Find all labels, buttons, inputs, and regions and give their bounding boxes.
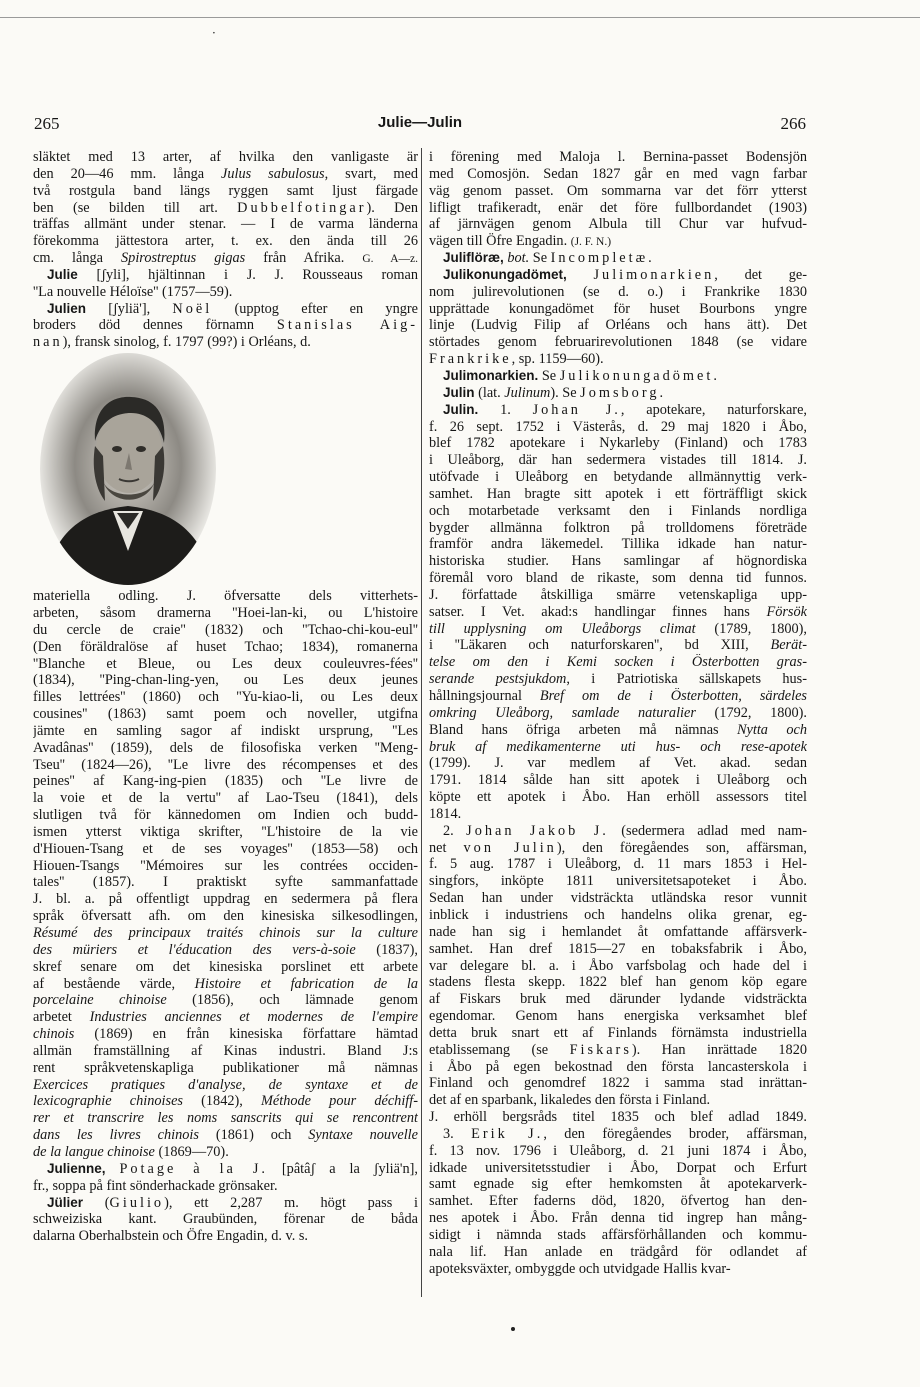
text-line: det af en sparbank, likaledes den första i Finland. [429, 1092, 711, 1109]
text-line: samhet. Efter faderns död, 1820, öfvertog han den- [429, 1193, 807, 1210]
text-line: d'Hiouen-Tsang et de ses voyages'' (1853—58) och [33, 840, 418, 857]
text-line: (Den föräldralöse af huset Tchao; 1834), romanerna [33, 638, 418, 655]
text-line: af Fiskars bruk med därunder lydande vidsträckta [429, 991, 807, 1008]
text-line: rer et transcrire les noms sanscrits qui se rencontrent [33, 1110, 418, 1127]
text-line: vägen till Öfre Engadin. (J. F. N.) [429, 233, 612, 250]
text-line: 1791. 1814 sålde han sitt apotek i Uleåborg och [429, 772, 807, 789]
text-line: Julie [ʃyli], hjältinnan i J. J. Rousseaus roman [47, 266, 418, 283]
text-line: detta bruk snart ett af Finlands förnämsta industriella [429, 1024, 807, 1041]
page-top-rule [0, 17, 920, 18]
text-line: ben (se bilden till art. Dubbelfotingar). Den [33, 199, 418, 216]
text-line: Frankrike, sp. 1159—60). [429, 351, 604, 368]
text-line: rent språkvetenskapliga publikationer må nämnas [33, 1059, 418, 1076]
text-line: jämte en samling sagor af indiskt ursprung, ''Les [33, 722, 418, 739]
text-line: singfors, inköpte 1811 universitetsapoteket i Åbo. [429, 873, 807, 890]
text-line: och motarbetade verksamt den i Finlands nordliga [429, 502, 807, 519]
left-column-rest-text [33, 588, 418, 1245]
page-title: Julie—Julin [377, 114, 463, 131]
page-number-right: 266 [780, 114, 806, 133]
portrait-image [33, 351, 223, 588]
text-line: Exercices pratiques d'analyse, de syntaxe et de [33, 1076, 418, 1093]
page-number-left: 265 [34, 114, 60, 133]
text-line: satser. I Vet. akad:s handlingar finnes hans Försök [429, 603, 807, 620]
text-line: historiska studier. Hans samlingar af högnordiska [429, 553, 807, 570]
text-line: utöfvade i Uleåborg en betydande allmännyttig verk- [429, 469, 807, 486]
text-line: omkring Uleåborg, samlade naturalier (1792, 1800). [429, 704, 807, 721]
text-line: tales'' (1857). I praktiskt syfte sammanfattade [33, 874, 418, 891]
text-line: du cercle de craie'' (1832) och ''Tchao-chi-kou-eul'' [33, 621, 418, 638]
text-line: väg genom passet. Om sommarna var det förr ytterst [429, 182, 807, 199]
text-line: ''La nouvelle Héloïse'' (1757—59). [33, 283, 233, 300]
text-line: arbeten, såsom dramerna ''Hoei-lan-ki, ou L'histoire [33, 604, 418, 621]
text-line: samt egnade sig efter hemkomsten åt apotekarverk- [429, 1176, 807, 1193]
text-line: språk öfversatt afh. om den kinesiska silkesodlingen, [33, 908, 418, 925]
text-line: blef 1782 apotekare i Nykarleby (Finland) och 1783 [429, 435, 807, 452]
text-line: stadens flesta skepp. 1822 blef han genom köp egare [429, 974, 807, 991]
text-line: med Comosjön. Sedan 1827 går en med vagn farbar [429, 165, 807, 182]
text-line: två rostgula band längs ryggen samt ljust färgade [33, 182, 418, 199]
text-line: des müriers et l'éducation des vers-à-soie (1837), [33, 941, 418, 958]
text-line: till upplysning om Uleåborgs climat (1789, 1800), [429, 620, 807, 637]
text-line: 2. Johan Jakob J. (sedermera adlad med nam- [443, 822, 807, 839]
text-line: var delegare bl. a. i Åbo varfsbolag och hade del i [429, 957, 807, 974]
text-line: broders död dennes förnamn Stanislas Aig- [33, 317, 418, 334]
text-line: föremål voro bland de rikaste, som denna tid funnos. [429, 570, 807, 587]
text-line: f. 13 nov. 1796 i Uleåborg, d. 21 juni 1874 i Åbo, [429, 1142, 807, 1159]
text-line: släktet med 13 arter, af hvilka den vanligaste är [33, 149, 418, 165]
text-line: Sedan han under vidsträckta utländska resor vunnit [429, 890, 807, 907]
text-line: framför andra läkemedel. Tillika idkade han natur- [429, 536, 807, 553]
text-line: linje (Ludvig Filip af Orléans och hans ätt). Det [429, 317, 807, 334]
text-line: hållningsjournal Bref om de i Österbotten, särdeles [429, 688, 807, 704]
text-line: allmän framställning af Kinas industri. Bland J:s [33, 1042, 418, 1059]
right-column [429, 149, 807, 1278]
text-line: den 20—46 mm. långa Julus sabulosus, svart, med [33, 165, 418, 182]
text-line: köpte ett apotek i Åbo. Han erhöll assessors titel [429, 789, 807, 806]
text-line: lifligt trafikeradt, enär det före fullbordandet (1903) [429, 199, 807, 216]
text-line: nes apotek i Åbo. Från denna tid ingrep han mång- [429, 1210, 807, 1227]
text-line: i Åbo på egen bekostnad den första lancasterskola i [429, 1058, 807, 1075]
text-line: fr., soppa på fint sönderhackade grönsaker. [33, 1177, 278, 1194]
text-line: Juliflöræ, bot. Se Incompletæ. [443, 250, 652, 267]
text-line: J. erhöll bergsråds titel 1835 och blef adlad 1849. [429, 1109, 807, 1126]
text-line: inblick i industriens och handelns olika grenar, eg- [429, 906, 807, 923]
left-column [33, 149, 418, 1245]
text-line: chinois (1869) en från kinesiska författare hämtad [33, 1026, 418, 1043]
text-line: Julin. 1. Johan J., apotekare, naturforskare, [443, 401, 807, 418]
text-line: nan), fransk sinolog, f. 1797 (99?) i Orléans, d. [33, 334, 311, 351]
text-line: lexicographie chinoises (1842), Méthode pour déchiff- [33, 1093, 418, 1110]
text-line: cousines'' (1863) samt poem och noveller, utgifna [33, 706, 418, 723]
text-line: telse om den i Kemi socken i Österbotten gras- [429, 654, 807, 671]
column-divider [421, 148, 422, 1297]
text-line: J. författade åtskilliga smärre vetenskapliga upp- [429, 586, 807, 603]
text-line: samhet. Han bragte sitt apotek i ett förträffligt skick [429, 485, 807, 502]
text-line: etablissemang (se Fiskars). Han inrättade 1820 [429, 1041, 807, 1058]
text-line: nade han sig i hemlandet åt omfattande affärsverk- [429, 923, 807, 940]
text-line: i Uleåborg, där han sedermera vistades till 1814. J. [429, 452, 807, 469]
text-line: Avadânas'' (1859), dels de filosofiska verken ''Meng- [33, 739, 418, 756]
text-line: ''Blanche et Bleue, ou Les deux couleuvres-fées'' [33, 655, 418, 672]
text-line: i ''Läkaren och naturforskaren'', bd XIII, Berät- [429, 637, 807, 654]
text-line: serande pestsjukdom, i Patriotiska sällskapets hus- [429, 671, 807, 688]
text-line: bruk af medikamenterne uti hus- och rese-apotek [429, 738, 807, 755]
portrait-of-julien [33, 351, 223, 588]
right-column-text [429, 149, 807, 1278]
text-line: arbetet Industries anciennes et modernes de l'empire [33, 1009, 418, 1026]
text-line: Julin (lat. Julinum). Se Jomsborg. [443, 384, 664, 401]
text-line: Tseu'' (1824—26), ''Le livre des récompenses et des [33, 756, 418, 773]
text-line: af järnvägen genom Albula till Chur var hufvud- [429, 216, 807, 233]
text-line: J. bl. a. på offentligt uppdrag en sedermera på flera [33, 891, 418, 908]
text-line: Jülier (Giulio), ett 2,287 m. högt pass i [47, 1194, 418, 1211]
text-line: dans les livres chinois (1861) och Syntaxe nouvelle [33, 1127, 418, 1144]
left-column-top-text [33, 149, 418, 351]
text-line: apoteksväxter, ombyggde och utvidgade Hallis kvar- [429, 1260, 731, 1277]
text-line: idkade universitetsstudier i Åbo, Dorpat och Erfurt [429, 1159, 807, 1176]
text-line: dalarna Oberhalbstein och Öfre Engadin, d. v. s. [33, 1228, 308, 1245]
text-line: bygder allmänna folktron på trolldomens företräde [429, 519, 807, 536]
text-line: Bland hans öfriga arbeten må nämnas Nytta och [429, 721, 807, 738]
portrait-block [33, 351, 418, 588]
text-line: störtades genom februarirevolutionen 1848 (se vidare [429, 334, 807, 351]
text-line: egendomar. Genom hans energiska verksamhet blef [429, 1008, 807, 1025]
text-line: Julikonungadömet, Julimonarkien, det ge- [443, 266, 807, 283]
text-line: 1814. [429, 805, 462, 822]
text-line: ismen ytterst viktiga skrifter, ''L'histoire de la vie [33, 823, 418, 840]
text-line: 3. Erik J., den föregåendes broder, affärsman, [443, 1125, 807, 1142]
scan-speck: · [212, 26, 216, 40]
text-line: slutligen två för kännedomen om Indien och budd- [33, 807, 418, 824]
text-line: (1799). J. var medlem af Vet. akad. sedan [429, 755, 807, 772]
text-line: schweiziska kant. Graubünden, förenar de båda [33, 1211, 418, 1228]
text-line: f. 5 aug. 1787 i Uleåborg, d. 11 mars 1853 i Hel- [429, 856, 807, 873]
text-line: Hiouen-Tsangs ''Mémoires sur les contrées occiden- [33, 857, 418, 874]
text-line: materiella odling. J. öfversatte dels vitterhets- [33, 588, 418, 605]
text-line: Julien [ʃyliä'], Noël (upptog efter en yngre [47, 300, 418, 317]
text-line: nala lif. Han anlade en trädgård för odlandet af [429, 1243, 807, 1260]
text-line: nom julirevolutionen (se d. o.) i Frankrike 1830 [429, 283, 807, 300]
text-line: Finland och genomdref 1822 i samma stad inrättan- [429, 1075, 807, 1092]
text-line: skref senare om det kinesiska porslinet ett arbete [33, 958, 418, 975]
running-head [34, 114, 806, 136]
text-line: net von Julin), den föregåendes son, affärsman, [429, 839, 807, 856]
scan-dot [511, 1327, 515, 1331]
text-line: Julienne, Potage à la J. [pâtâʃ a la ʃyliä'n], [47, 1160, 418, 1177]
text-line: af bestående värde, Histoire et fabrication de la [33, 975, 418, 992]
text-line: porcelaine chinoise (1856), och lämnade genom [33, 992, 418, 1009]
text-line: Julimonarkien. Se Julikonungadömet. [443, 367, 717, 384]
text-line: träffas allmänt under stenar. — I de varma länderna [33, 216, 418, 233]
text-line: upprättade konungadömet för huset Bourbons yngre [429, 300, 807, 317]
text-line: samhet. Han dref 1815—27 en tobaksfabrik i Åbo, [429, 940, 807, 957]
text-line: Résumé des principaux traités chinois sur la culture [33, 925, 418, 941]
text-line: cm. långa Spirostreptus gigas från Afrika. G. A—z. [33, 250, 418, 267]
text-line: peines'' af Kang-ing-pien (1835) och ''Le livre de [33, 773, 418, 790]
text-line: filles lettrées'' (1860) och ''Yu-kiao-li, ou Les deux [33, 689, 418, 706]
text-line: (1834), ''Ping-chan-ling-yen, ou Les deux jeunes [33, 672, 418, 689]
text-line: de la langue chinoise (1869—70). [33, 1143, 229, 1160]
text-line: la voie et de la vertu'' af Lao-Tseu (1841), dels [33, 790, 418, 807]
text-line: i förening med Maloja l. Bernina-passet Bodensjön [429, 149, 807, 165]
text-line: f. 26 sept. 1752 i Västerås, d. 29 maj 1820 i Åbo, [429, 418, 807, 435]
text-line: sidigt i nämnda stads affärsförhållanden och kommu- [429, 1227, 807, 1243]
text-line: förekomma jättestora arter, t. ex. den ända till 26 [33, 233, 418, 250]
